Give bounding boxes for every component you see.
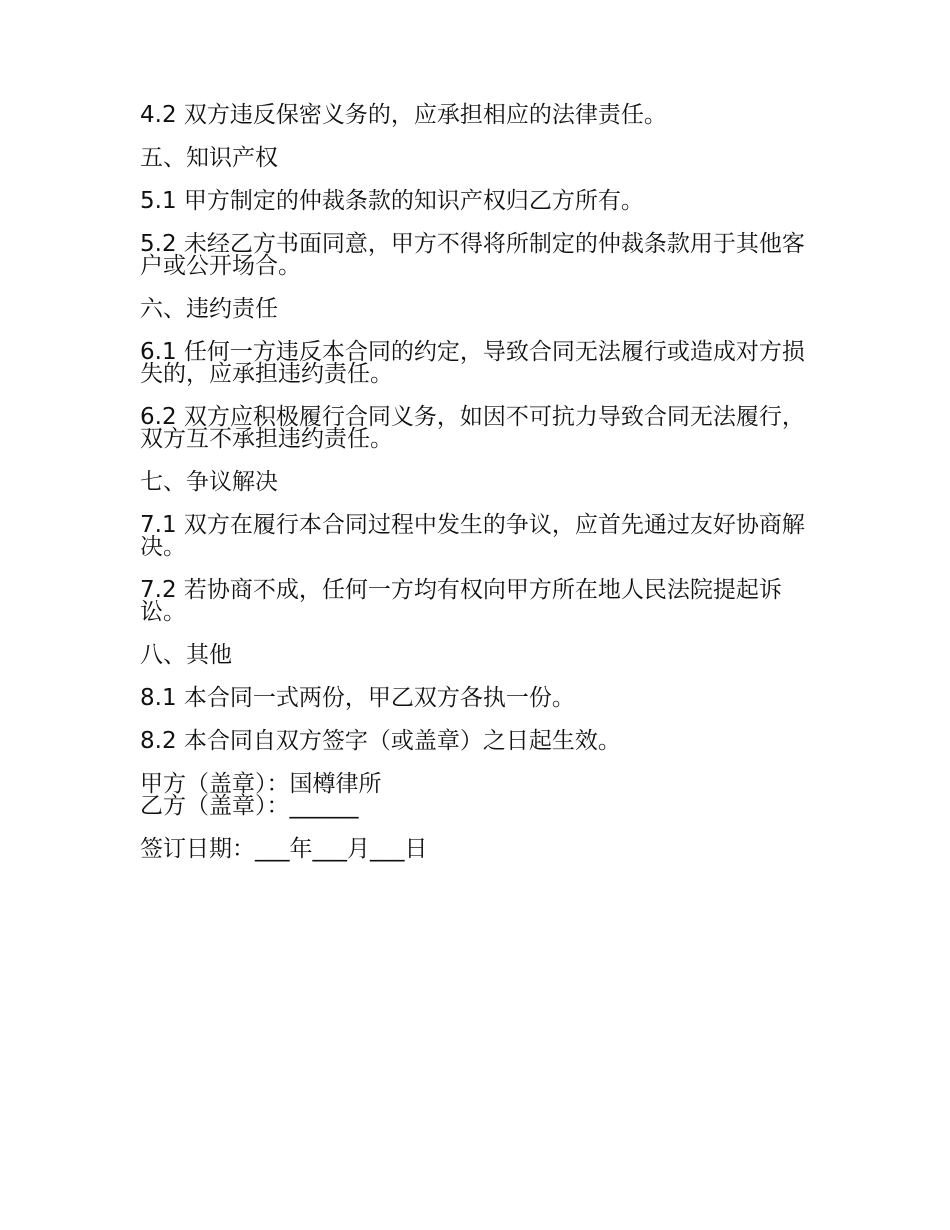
section-heading-breach-liability: 六、违约责任 bbox=[140, 296, 278, 322]
clause-5-1: 5.1 甲方制定的仲裁条款的知识产权归乙方所有。 bbox=[140, 188, 644, 214]
party-b-signature: 乙方（盖章）：______ bbox=[140, 793, 359, 819]
signature-block bbox=[140, 773, 810, 817]
party-a-signature: 甲方（盖章）：国樽律所 bbox=[140, 771, 382, 797]
contract-page bbox=[140, 104, 810, 860]
section-heading-dispute-resolution: 七、争议解决 bbox=[140, 469, 278, 495]
clause-4-2: 4.2 双方违反保密义务的，应承担相应的法律责任。 bbox=[140, 102, 667, 128]
clause-7-2: 7.2 若协商不成，任何一方均有权向甲方所在地人民法院提起诉讼。 bbox=[140, 577, 782, 625]
clause-5-2: 5.2 未经乙方书面同意，甲方不得将所制定的仲裁条款用于其他客户或公开场合。 bbox=[140, 231, 805, 279]
section-heading-intellectual-property: 五、知识产权 bbox=[140, 145, 278, 171]
signing-date: 签订日期：___年___月___日 bbox=[140, 836, 428, 862]
clause-6-2: 6.2 双方应积极履行合同义务，如因不可抗力导致合同无法履行，双方互不承担违约责任。 bbox=[140, 404, 805, 452]
clause-7-1: 7.1 双方在履行本合同过程中发生的争议，应首先通过友好协商解决。 bbox=[140, 512, 805, 560]
clause-8-2: 8.2 本合同自双方签字（或盖章）之日起生效。 bbox=[140, 728, 621, 754]
section-heading-other: 八、其他 bbox=[140, 642, 232, 668]
clause-8-1: 8.1 本合同一式两份，甲乙双方各执一份。 bbox=[140, 685, 575, 711]
clause-6-1: 6.1 任何一方违反本合同的约定，导致合同无法履行或造成对方损失的，应承担违约责任。 bbox=[140, 339, 805, 387]
